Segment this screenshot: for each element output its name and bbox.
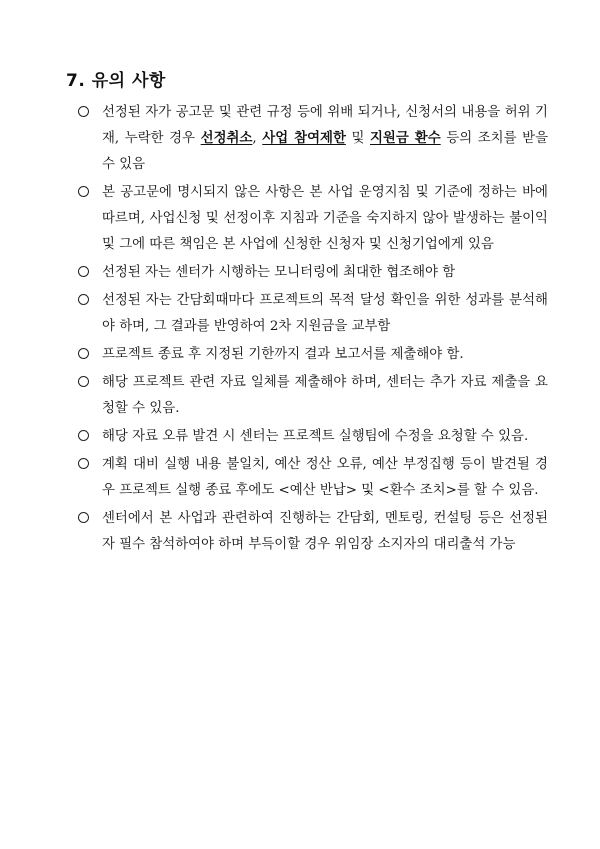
circle-bullet-icon <box>78 376 89 387</box>
emphasis-cancel-selection: 선정취소 <box>200 131 253 146</box>
list-item <box>78 180 548 258</box>
circle-bullet-icon <box>78 294 89 305</box>
item-text: 센터에서 본 사업과 관련하여 진행하는 간담회, 멘토링, 컨설팅 등은 선정된 자 필수 참석하여야 하며 부득이할 경우 위임장 소지자의 대리출석 가능 <box>102 511 548 552</box>
item-text: 선정된 자는 센터가 시행하는 모니터링에 최대한 협조해야 함 <box>102 265 456 280</box>
circle-bullet-icon <box>78 106 89 117</box>
item-text <box>102 100 548 178</box>
list-item <box>78 342 548 368</box>
item-text: 계획 대비 실행 내용 불일치, 예산 정산 오류, 예산 부정집행 등이 발견될 경우 프로젝트 실행 종료 후에도 <예산 반납> 및 <환수 조치>를 할 수 있음. <box>102 457 548 498</box>
item-text: 본 공고문에 명시되지 않은 사항은 본 사업 운영지침 및 기준에 정하는 바에 따르며, 사업신청 및 선정이후 지침과 기준을 숙지하지 않아 발생하는 불이익 및 그에 따른 책임은 본 사업에 신청한 신청자 및 신청기업에게 있음 <box>102 185 548 252</box>
list-item <box>78 370 548 422</box>
item-text-separator: 및 <box>345 131 370 146</box>
item-text: 해당 자료 오류 발견 시 센터는 프로젝트 실행팀에 수정을 요청할 수 있음. <box>102 429 529 444</box>
circle-bullet-icon <box>78 458 89 469</box>
item-text-part: 선정된 자가 공고문 및 관련 규정 등에 위배 되거나, 신청서의 내용을 허위 기재, 누락한 경우 <box>102 105 548 146</box>
list-item <box>78 424 548 450</box>
circle-bullet-icon <box>78 186 89 197</box>
circle-bullet-icon <box>78 512 89 523</box>
circle-bullet-icon <box>78 266 89 277</box>
list-item <box>78 288 548 340</box>
circle-bullet-icon <box>78 430 89 441</box>
emphasis-subsidy-recovery: 지원금 환수 <box>370 131 441 146</box>
circle-bullet-icon <box>78 348 89 359</box>
list-item <box>78 100 548 178</box>
item-text: 해당 프로젝트 관련 자료 일체를 제출해야 하며, 센터는 추가 자료 제출을 요청할 수 있음. <box>102 375 548 416</box>
notice-list <box>78 100 548 560</box>
list-item <box>78 452 548 504</box>
section-title: 7. 유의 사항 <box>66 71 166 91</box>
list-item <box>78 506 548 558</box>
list-item <box>78 260 548 286</box>
item-text-part: 등의 조치를 받을 수 있음 <box>102 131 549 172</box>
item-text: 프로젝트 종료 후 지정된 기한까지 결과 보고서를 제출해야 함. <box>102 347 464 362</box>
emphasis-participation-restriction: 사업 참여제한 <box>262 131 346 146</box>
item-text: 선정된 자는 간담회때마다 프로젝트의 목적 달성 확인을 위한 성과를 분석해야 하며, 그 결과를 반영하여 2차 지원금을 교부함 <box>102 293 548 334</box>
item-text-separator: , <box>252 131 263 146</box>
